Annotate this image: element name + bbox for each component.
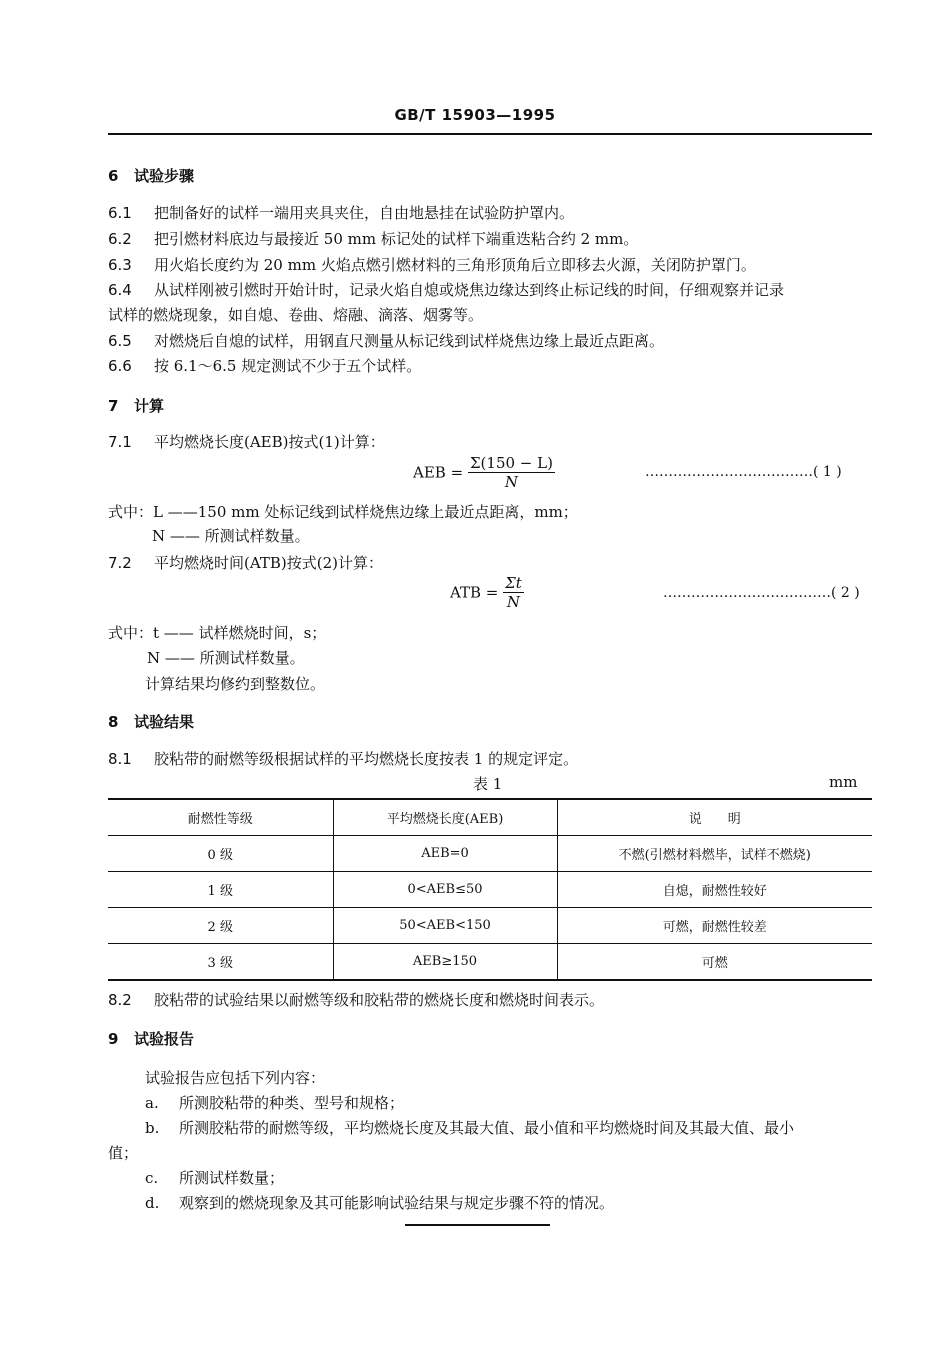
report-item-c: c. 所测试样数量； — [145, 1169, 285, 1187]
standard-header: GB/T 15903—1995 — [394, 106, 556, 124]
table-cell: 1 级 — [108, 872, 333, 908]
item-8-1: 8.1 胶粘带的耐燃等级根据试样的平均燃烧长度按表 1 的规定评定。 — [108, 750, 579, 768]
table-header-cell: 说 明 — [557, 799, 872, 836]
report-item-d: d. 观察到的燃烧现象及其可能影响试验结果与规定步骤不符的情况。 — [145, 1194, 615, 1212]
where-1-line-1: 式中：L ——150 mm 处标记线到试样烧焦边缘上最近点距离，mm； — [108, 503, 578, 521]
equation-1-leader: ………………………………( 1 ) — [645, 464, 842, 480]
report-intro: 试验报告应包括下列内容： — [145, 1069, 326, 1087]
equation-2: ATB = $\frac{\Sigma t}{N}$ — [450, 574, 522, 611]
report-item-a: a. 所测胶粘带的种类、型号和规格； — [145, 1094, 405, 1112]
table-cell: 可燃 — [557, 944, 872, 981]
item-6-4-cont: 试样的燃烧现象，如自熄、卷曲、熔融、滴落、烟雾等。 — [108, 306, 484, 324]
table-header-row — [108, 799, 872, 836]
equation-2-leader: ………………………………( 2 ) — [663, 585, 860, 601]
table-cell: AEB=0 — [333, 836, 557, 872]
table-header-cell: 耐燃性等级 — [108, 799, 333, 836]
table-cell: 自熄，耐燃性较好 — [557, 872, 872, 908]
section-7-heading: 7 计算 — [108, 397, 165, 415]
where-2-line-2: N —— 所测试样数量。 — [147, 649, 305, 667]
table-cell: AEB≥150 — [333, 944, 557, 981]
table-row — [108, 836, 872, 872]
table-row — [108, 908, 872, 944]
table-cell: 0 级 — [108, 836, 333, 872]
item-6-3: 6.3 用火焰长度约为 20 mm 火焰点燃引燃材料的三角形顶角后立即移去火源，关闭防护罩门。 — [108, 256, 756, 274]
table-header-cell: 平均燃烧长度(AEB) — [333, 799, 557, 836]
item-8-2: 8.2 胶粘带的试验结果以耐燃等级和胶粘带的燃烧长度和燃烧时间表示。 — [108, 991, 605, 1009]
table-cell: 3 级 — [108, 944, 333, 981]
report-item-b: b. 所测胶粘带的耐燃等级，平均燃烧长度及其最大值、最小值和平均燃烧时间及其最大值、最小 — [145, 1119, 795, 1137]
table-caption: 表 1 — [473, 775, 503, 793]
item-7-2: 7.2 平均燃烧时间(ATB)按式(2)计算： — [108, 554, 383, 572]
item-6-5: 6.5 对燃烧后自熄的试样，用钢直尺测量从标记线到试样烧焦边缘上最近点距离。 — [108, 332, 665, 350]
table-cell: 可燃，耐燃性较差 — [557, 908, 872, 944]
table-unit: mm — [829, 773, 858, 791]
item-7-1: 7.1 平均燃烧长度(AEB)按式(1)计算： — [108, 433, 385, 451]
table-cell: 0<AEB≤50 — [333, 872, 557, 908]
item-6-4: 6.4 从试样刚被引燃时开始计时，记录火焰自熄或烧焦边缘达到终止标记线的时间，仔细观察并记录 — [108, 281, 785, 299]
section-6-heading: 6 试验步骤 — [108, 167, 195, 185]
item-6-6: 6.6 按 6.1～6.5 规定测试不少于五个试样。 — [108, 357, 422, 375]
table-cell: 不燃(引燃材料燃毕，试样不燃烧) — [557, 836, 872, 872]
header-rule — [108, 133, 872, 135]
item-6-2: 6.2 把引燃材料底边与最接近 50 mm 标记处的试样下端重迭粘合约 2 mm。 — [108, 230, 639, 248]
where-1-line-2: N —— 所测试样数量。 — [152, 527, 310, 545]
equation-1: AEB = $\frac{\Sigma(150 - L)}{N}$ — [413, 454, 553, 491]
table-row — [108, 944, 872, 981]
table-cell: 2 级 — [108, 908, 333, 944]
fire-rating-table — [108, 798, 872, 981]
table-row — [108, 872, 872, 908]
report-item-b-cont: 值； — [108, 1144, 139, 1162]
end-rule — [405, 1224, 550, 1226]
where-2-line-1: 式中：t —— 试样燃烧时间，s； — [108, 624, 327, 642]
where-2-line-3: 计算结果均修约到整数位。 — [145, 675, 326, 693]
section-9-heading: 9 试验报告 — [108, 1030, 195, 1048]
table-cell: 50<AEB<150 — [333, 908, 557, 944]
section-8-heading: 8 试验结果 — [108, 713, 195, 731]
item-6-1: 6.1 把制备好的试样一端用夹具夹住，自由地悬挂在试验防护罩内。 — [108, 204, 575, 222]
